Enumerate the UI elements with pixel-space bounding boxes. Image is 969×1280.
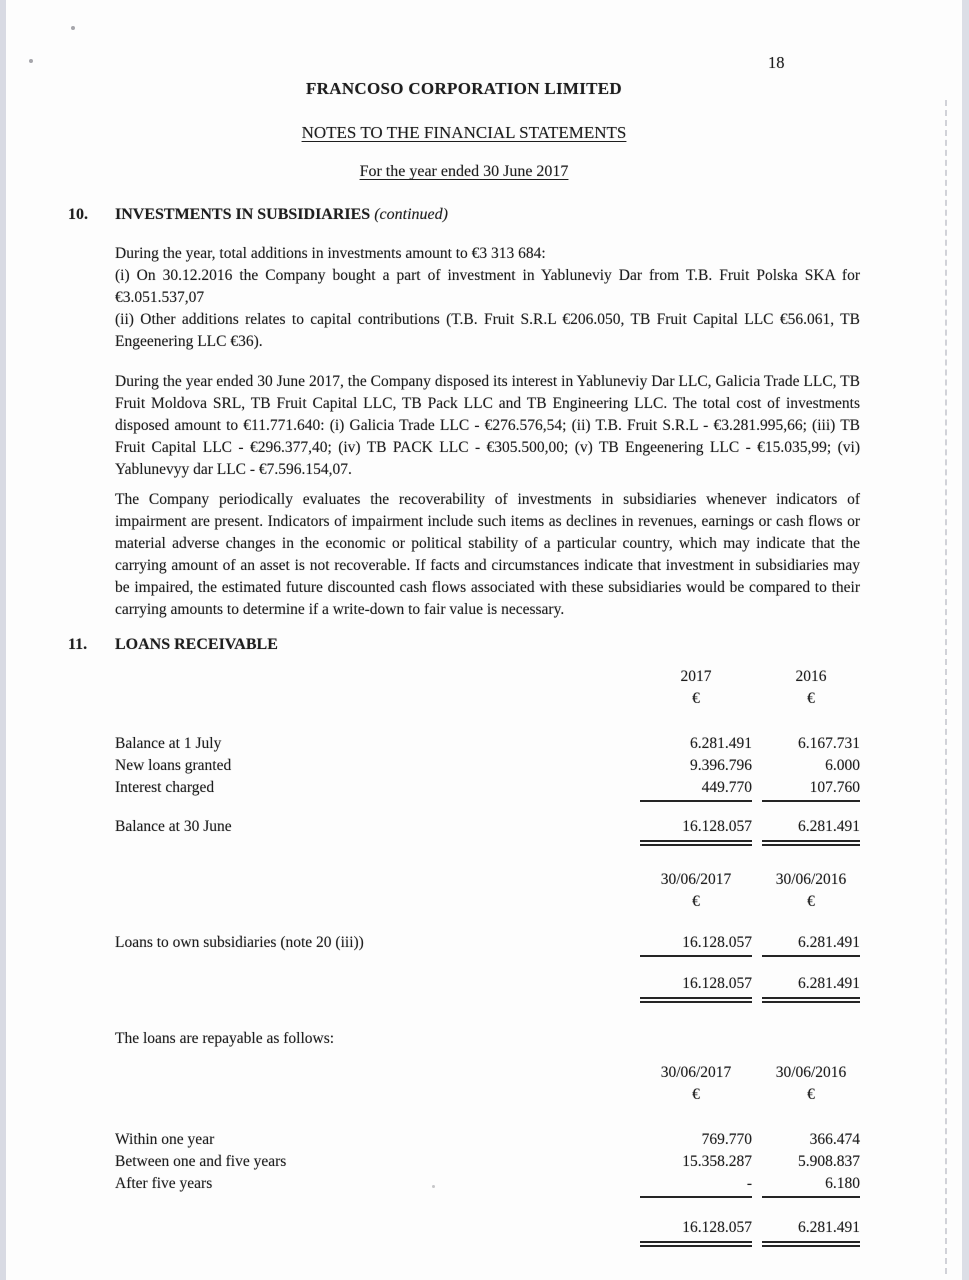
movement-table-currency-header xyxy=(115,688,860,710)
table-row xyxy=(115,755,860,777)
section-11-number: 11. xyxy=(68,636,88,653)
amount-2016: 6.180 xyxy=(762,1173,860,1198)
page-number: 18 xyxy=(768,53,785,72)
company-title: FRANCOSO CORPORATION LIMITED xyxy=(306,79,622,98)
additions-intro: During the year, total additions in investments amount to €3 313 684: xyxy=(115,245,546,262)
year-2016-header: 2016 xyxy=(795,668,827,685)
amount-2016: 6.167.731 xyxy=(798,735,860,752)
amount-2016: 6.281.491 xyxy=(762,932,860,957)
continued-label: (continued) xyxy=(374,206,448,223)
amount-2016: 6.000 xyxy=(825,757,860,774)
page-content xyxy=(68,0,860,1247)
amount-2017: 16.128.057 xyxy=(640,932,752,957)
section-10-number: 10. xyxy=(68,206,88,223)
amount-2017: 9.396.796 xyxy=(690,757,752,774)
table-row xyxy=(115,1129,860,1151)
paragraph-impairment: The Company periodically evaluates the recoverability of investments in subsidiaries whenever indicators of impairment are present. Indicators of impairment include such items as declines in revenues, earnings or cash flows or material adverse changes in the economic or political stability of a particular country, which may indicate that the carrying amount of an asset is not recoverable. If facts and circumstances indicate that investment in subsidiaries may be impaired, the estimated future discounted cash flows associated with these subsidiaries would be compared to their carrying amounts to determine if a write-down to fair value is necessary. xyxy=(115,491,860,618)
scan-speck xyxy=(29,59,33,63)
row-label: Interest charged xyxy=(115,779,215,796)
amount-2017: 6.281.491 xyxy=(690,735,752,752)
movement-table-year-header xyxy=(115,666,860,688)
table-row xyxy=(115,733,860,755)
currency-symbol: € xyxy=(807,893,815,910)
section-10-title: INVESTMENTS IN SUBSIDIARIES (continued) xyxy=(115,206,448,223)
amount-2016: 107.760 xyxy=(762,777,860,802)
repayment-table-body xyxy=(68,1129,860,1198)
amount-2017: 15.358.287 xyxy=(682,1153,752,1170)
section-10-heading xyxy=(68,204,860,226)
paragraph-additions xyxy=(115,243,860,353)
amount-2017: - xyxy=(640,1173,752,1198)
table-row xyxy=(115,1173,860,1198)
additions-item-ii: (ii) Other additions relates to capital contributions (T.B. Fruit S.R.L €206.050, TB Fruit Capital LLC €56.061, TB Engeenering LLC €36). xyxy=(115,311,860,350)
row-label: Balance at 1 July xyxy=(115,735,222,752)
year-2017-header: 2017 xyxy=(680,668,712,685)
repayment-table-total-row xyxy=(115,1217,860,1247)
scan-right-edge xyxy=(962,0,969,1280)
scan-perforation-line xyxy=(945,100,947,1274)
total-2016: 6.281.491 xyxy=(762,1217,860,1247)
balance-table-total-row xyxy=(115,973,860,1003)
scan-left-edge xyxy=(0,0,6,1280)
movement-table-total-row xyxy=(115,816,860,846)
table-row xyxy=(115,932,860,957)
currency-symbol: € xyxy=(692,1086,700,1103)
row-label: Loans to own subsidiaries (note 20 (iii)) xyxy=(115,934,364,951)
amount-2016: 5.908.837 xyxy=(798,1153,860,1170)
table-row xyxy=(115,777,860,802)
period-line: For the year ended 30 June 2017 xyxy=(359,163,569,180)
currency-symbol: € xyxy=(692,690,700,707)
total-2017: 16.128.057 xyxy=(640,1217,752,1247)
currency-symbol: € xyxy=(692,893,700,910)
repayment-table-date-header xyxy=(115,1062,860,1084)
total-2016: 6.281.491 xyxy=(762,973,860,1003)
amount-2017: 769.770 xyxy=(701,1131,752,1148)
row-label: Within one year xyxy=(115,1131,215,1148)
document-title: NOTES TO THE FINANCIAL STATEMENTS xyxy=(301,123,627,142)
paragraph-disposals: During the year ended 30 June 2017, the Company disposed its interest in Yabluneviy Dar LLC, Galicia Trade LLC, TB Fruit Moldova SRL, TB Fruit Capital LLC, TB Pack LLC and TB Engineering LLC. The total cost of investments disposed amount to €11.771.640: (i) Galicia Trade LLC - €276.576,54; (ii) T.B. Fruit S.R.L - €3.281.995,66; (iii) TB Fruit Capital LLC - €296.377,40; (iv) TB PACK LLC - €305.500,00; (v) TB Engeenering LLC - €15.035,99; (vi) Yablunevyy dar LLC - €7.596.154,07. xyxy=(115,373,860,478)
repayable-intro: The loans are repayable as follows: xyxy=(115,1030,335,1047)
total-2017: 16.128.057 xyxy=(640,973,752,1003)
balance-table-date-header xyxy=(115,869,860,891)
date-2016-header: 30/06/2016 xyxy=(775,1064,847,1081)
date-2016-header: 30/06/2016 xyxy=(775,871,847,888)
section-11-title: LOANS RECEIVABLE xyxy=(115,636,278,653)
additions-item-i: (i) On 30.12.2016 the Company bought a part of investment in Yabluneviy Dar from T.B. Fruit Polska SKA for €3.051.537,07 xyxy=(115,267,860,306)
table-row xyxy=(115,1151,860,1173)
repayment-table-currency-header xyxy=(115,1084,860,1106)
date-2017-header: 30/06/2017 xyxy=(660,1064,732,1081)
row-label: Between one and five years xyxy=(115,1153,287,1170)
currency-symbol: € xyxy=(807,1086,815,1103)
currency-symbol: € xyxy=(807,690,815,707)
section-11-heading xyxy=(68,634,860,656)
row-label: After five years xyxy=(115,1175,213,1192)
total-2017: 16.128.057 xyxy=(640,816,752,846)
movement-table-body xyxy=(68,733,860,802)
amount-2016: 366.474 xyxy=(809,1131,860,1148)
balance-table-currency-header xyxy=(115,891,860,913)
row-label: New loans granted xyxy=(115,757,232,774)
row-label: Balance at 30 June xyxy=(115,818,232,835)
amount-2017: 449.770 xyxy=(640,777,752,802)
date-2017-header: 30/06/2017 xyxy=(660,871,732,888)
total-2016: 6.281.491 xyxy=(762,816,860,846)
